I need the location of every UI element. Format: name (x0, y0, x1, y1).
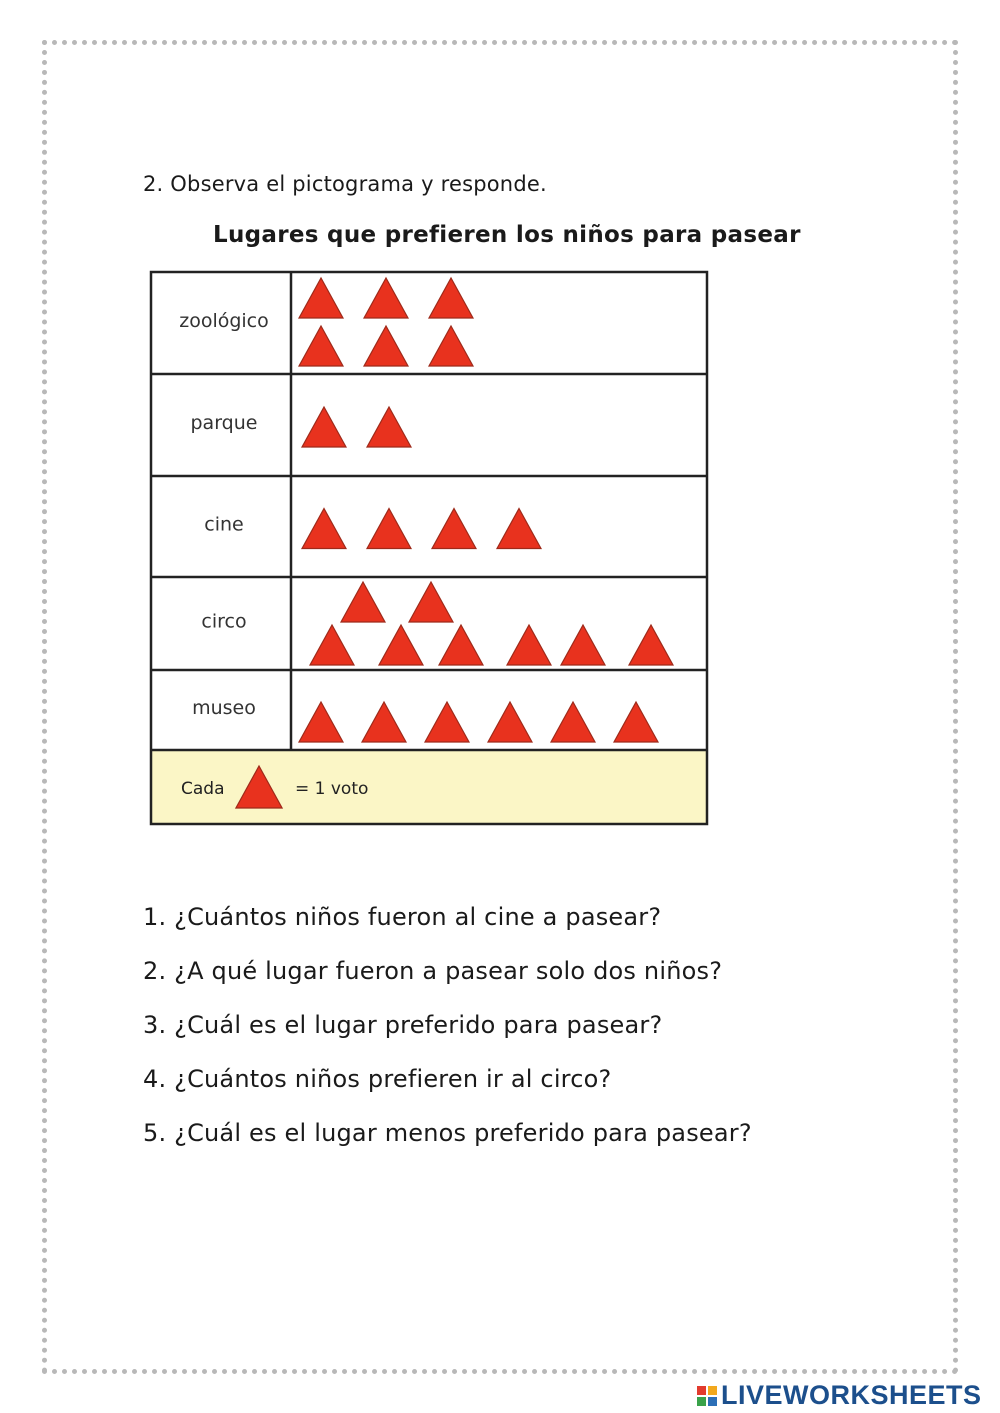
question-2: 2. ¿A qué lugar fueron a pasear solo dos niños? (143, 957, 723, 985)
legend-prefix: Cada (181, 779, 225, 799)
triangle-icon (488, 702, 532, 742)
triangle-icon (507, 625, 551, 665)
triangle-icon (362, 702, 406, 742)
triangle-icon (425, 702, 469, 742)
triangle-icon (341, 582, 385, 622)
chart-title: Lugares que prefieren los niños para pasear (213, 222, 801, 248)
triangle-icon (497, 509, 541, 549)
triangle-icon (432, 509, 476, 549)
pictogram-chart (149, 269, 710, 829)
triangle-icon (429, 326, 473, 366)
triangle-icon (302, 407, 346, 447)
triangle-icon (299, 326, 343, 366)
category-label-1: parque (190, 412, 258, 434)
triangle-icon (629, 625, 673, 665)
category-label-3: circo (201, 610, 247, 633)
triangle-icon (439, 625, 483, 665)
question-1: 1. ¿Cuántos niños fueron al cine a pasear? (143, 903, 662, 931)
category-label-4: museo (192, 697, 256, 719)
logo-text: LIVEWORKSHEETS (721, 1380, 982, 1410)
triangle-icon (409, 582, 453, 622)
instruction-text: 2. Observa el pictograma y responde. (143, 172, 547, 196)
triangle-icon (299, 278, 343, 318)
triangle-icon (367, 407, 411, 447)
triangle-icon (364, 278, 408, 318)
category-label-2: cine (204, 513, 244, 536)
triangle-icon (310, 625, 354, 665)
question-5: 5. ¿Cuál es el lugar menos preferido para pasear? (143, 1119, 752, 1147)
triangle-icon (551, 702, 595, 742)
triangle-icon (379, 625, 423, 665)
triangle-icon (367, 509, 411, 549)
question-4: 4. ¿Cuántos niños prefieren ir al circo? (143, 1065, 612, 1093)
triangle-icon (364, 326, 408, 366)
triangle-icon (614, 702, 658, 742)
triangle-icon (561, 625, 605, 665)
triangle-icon (429, 278, 473, 318)
legend-background (151, 750, 707, 824)
category-label-0: zoológico (179, 310, 269, 332)
triangle-icon (299, 702, 343, 742)
question-3: 3. ¿Cuál es el lugar preferido para pasear? (143, 1011, 663, 1039)
liveworksheets-logo (697, 1380, 982, 1411)
triangle-icon (302, 509, 346, 549)
legend-suffix: = 1 voto (295, 779, 369, 799)
liveworksheets-logo-icon (697, 1386, 717, 1406)
